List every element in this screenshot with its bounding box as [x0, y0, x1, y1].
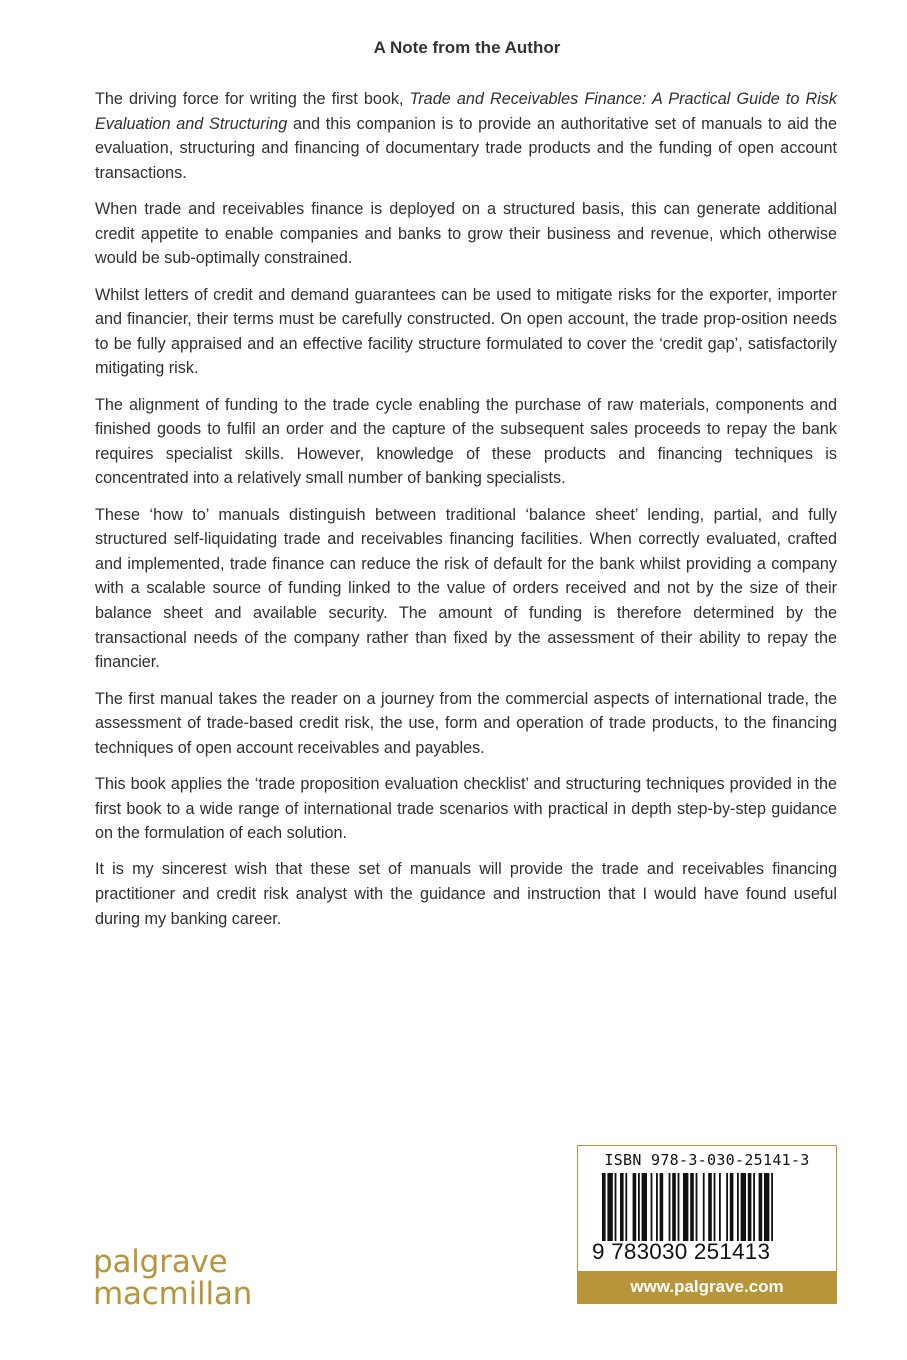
paragraph-1-before: The driving force for writing the first book,: [95, 90, 410, 108]
barcode-bar: [656, 1173, 658, 1241]
barcode-bar: [602, 1173, 606, 1241]
barcode-bar: [690, 1173, 694, 1241]
paragraph-6: The first manual takes the reader on a journey from the commercial aspects of international trade, the assessment of trade-based credit risk, the use, form and operation of trade products, to the financing techniques of open account receivables and payables.: [95, 689, 837, 757]
isbn-label: ISBN 978-3-030-25141-3: [604, 1151, 810, 1169]
barcode-bar: [633, 1173, 637, 1241]
paragraph-1-after: and this companion is to provide an authoritative set of manuals to aid the evaluation, structuring and financing of documentary trade products and the funding of open account transactions.: [95, 114, 838, 182]
palgrave-macmillan-logo: [93, 1246, 252, 1310]
paragraph-7: This book applies the ‘trade proposition evaluation checklist’ and structuring techniques provided in the first book to a wide range of international trade scenarios with practical in depth step-by-step guidance on the formulation of each solution.: [95, 774, 837, 843]
barcode-bar: [642, 1173, 647, 1241]
barcode-bar: [620, 1173, 624, 1241]
barcode-bar: [748, 1173, 752, 1241]
barcode-digits: 9 783030 251413: [592, 1239, 771, 1264]
barcode-bar: [607, 1173, 612, 1241]
logo-line-palgrave: palgrave: [93, 1244, 228, 1280]
barcode-bar: [678, 1173, 680, 1241]
barcode-bar: [753, 1173, 755, 1241]
barcode-bar: [672, 1173, 676, 1241]
barcode-bar: [651, 1173, 653, 1241]
barcode-bar: [759, 1173, 763, 1241]
paragraph-5: These ‘how to’ manuals distinguish between traditional ‘balance sheet’ lending, partial, and fully structured self-liquidating trade and receivables financing facilities. When correctly evaluated, crafted and implemented, trade finance can reduce the risk of default for the bank whilst providing a company with a scalable source of funding linked to the value of orders received and not by the size of their balance sheet and available security. The amount of funding is therefore determined by the transactional needs of the company rather than fixed by the assessment of their ability to repay the financier.: [95, 505, 837, 672]
barcode-bar: [730, 1173, 734, 1241]
logo-line-macmillan: macmillan: [93, 1276, 253, 1312]
paragraph-8: It is my sincerest wish that these set of manuals will provide the trade and receivables financing practitioner and credit risk analyst with the guidance and instruction that I would have found useful during my banking career.: [95, 860, 837, 928]
barcode-bar: [703, 1173, 705, 1241]
barcode-bar: [660, 1173, 664, 1241]
barcode-bar: [737, 1173, 739, 1241]
barcode-bar: [638, 1173, 640, 1241]
barcode-bar: [771, 1173, 773, 1241]
paragraph-2: When trade and receivables finance is deployed on a structured basis, this can generate additional credit appetite to enable companies and banks to grow their business and revenue, which otherwise would be sub-optimally constrained.: [95, 200, 837, 268]
barcode-bar: [615, 1173, 617, 1241]
barcode-bar: [741, 1173, 746, 1241]
barcode-bar: [683, 1173, 688, 1241]
book-title-italic: Trade and Receivables Finance: A Practical Guide to Risk Evaluation and Structuring: [95, 90, 837, 133]
barcode-bar: [669, 1173, 671, 1241]
barcode-bar: [696, 1173, 698, 1241]
barcode-bar: [726, 1173, 728, 1241]
paragraph-3: Whilst letters of credit and demand guarantees can be used to mitigate risks for the exporter, importer and financier, their terms must be carefully constructed. On open account, the trade prop-osition needs to be fully appraised and an effective facility structure formulated to cover the ‘credit gap’, satisfactorily mitigating risk.: [95, 285, 837, 378]
author-note-body: [95, 87, 837, 943]
barcode-bar: [719, 1173, 721, 1241]
barcode-icon: [602, 1173, 814, 1241]
barcode-bar: [625, 1173, 627, 1241]
page-title: A Note from the Author: [373, 38, 561, 57]
barcode-bar: [764, 1173, 769, 1241]
publisher-url: www.palgrave.com: [578, 1271, 836, 1303]
paragraph-1: [95, 87, 837, 185]
isbn-barcode-box: [577, 1145, 837, 1304]
paragraph-4: The alignment of funding to the trade cycle enabling the purchase of raw materials, components and finished goods to fulfil an order and the capture of the subsequent sales proceeds to repay the bank requires specialist skills. However, knowledge of these products and financing techniques is concentrated into a relatively small number of banking specialists.: [95, 395, 837, 488]
barcode-bar: [708, 1173, 712, 1241]
barcode-bar: [714, 1173, 716, 1241]
